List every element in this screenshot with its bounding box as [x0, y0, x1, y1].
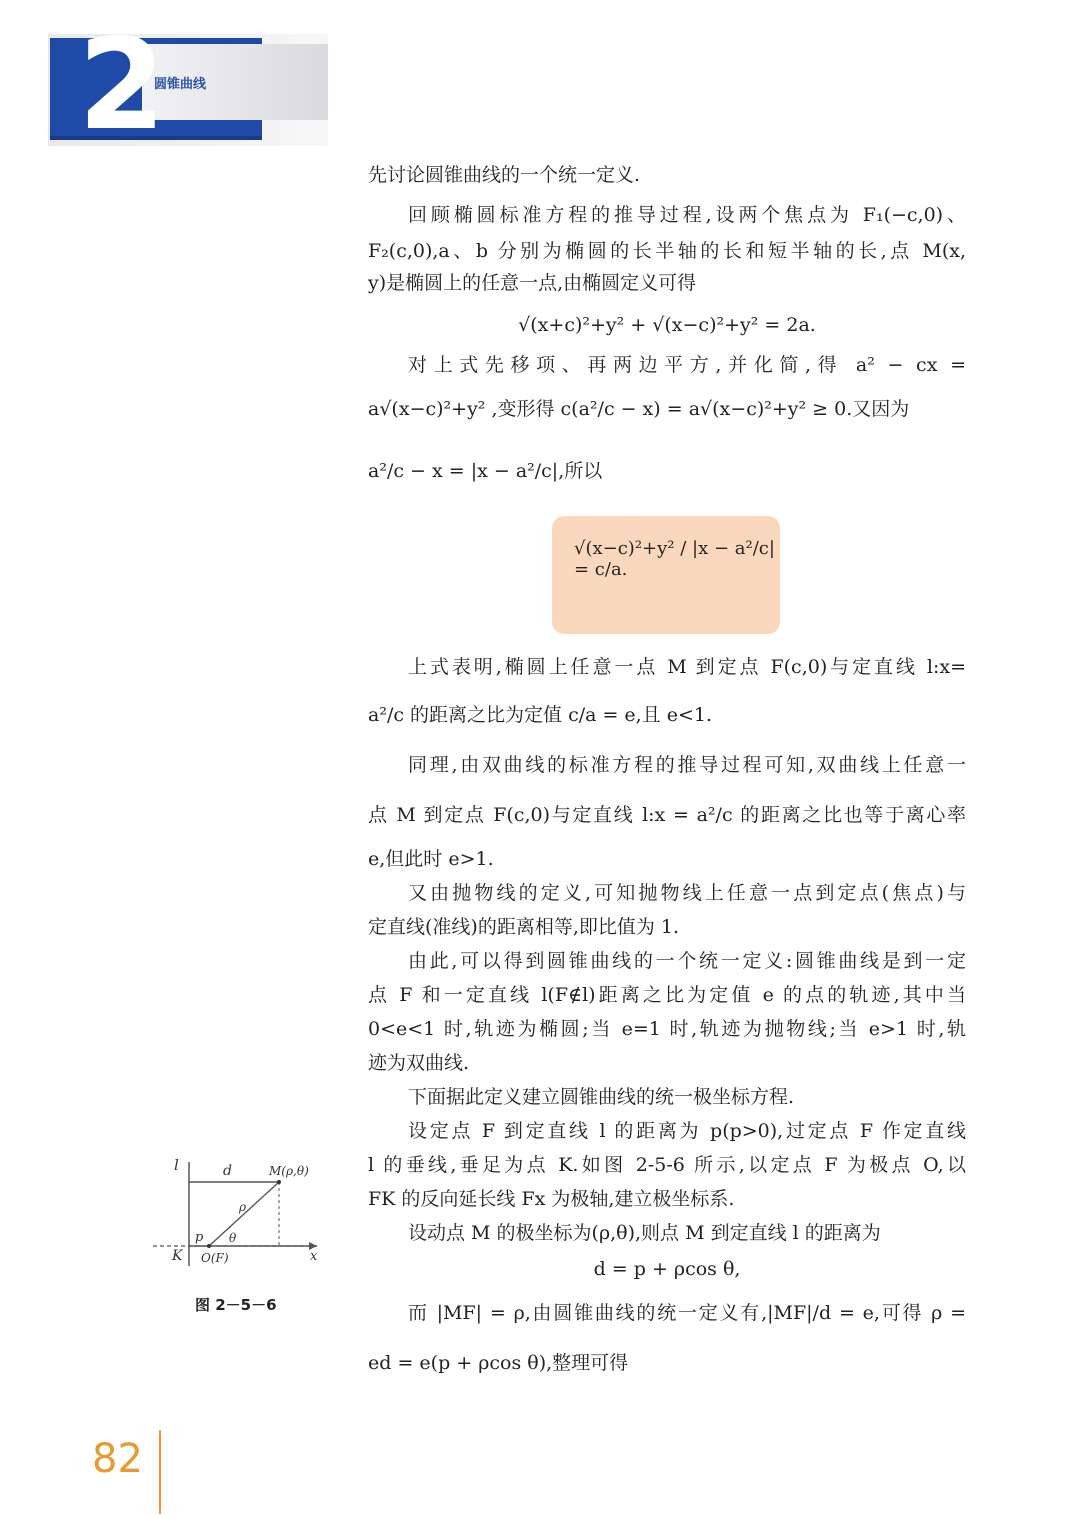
paragraph-line: 定直线(准线)的距离相等,即比值为 1.: [368, 916, 680, 938]
page-number: 82: [92, 1436, 143, 1482]
paragraph-line: 0<e<1 时,轨迹为椭圆;当 e=1 时,轨迹为抛物线;当 e>1 时,轨: [368, 1018, 966, 1040]
paragraph-line: 对上式先移项、再两边平方,并化简,得 a² − cx =: [408, 354, 966, 376]
paragraph-line: 回顾椭圆标准方程的推导过程,设两个焦点为 F₁(−c,0)、: [408, 204, 966, 226]
highlighted-formula-box: [552, 516, 780, 634]
paragraph-line: 先讨论圆锥曲线的一个统一定义.: [368, 164, 641, 186]
paragraph-line: l 的垂线,垂足为点 K.如图 2-5-6 所示,以定点 F 为极点 O,以: [368, 1154, 966, 1176]
paragraph-line: 点 M 到定点 F(c,0)与定直线 l:x = a²/c 的距离之比也等于离心率: [368, 804, 966, 826]
paragraph-line: 由此,可以得到圆锥曲线的一个统一定义:圆锥曲线是到一定: [408, 950, 966, 972]
equation-distance: d = p + ρcos θ,: [593, 1258, 741, 1280]
label-l: l: [174, 1156, 179, 1174]
polar-coordinate-figure: [145, 1150, 335, 1290]
paragraph-line: 设定点 F 到定直线 l 的距离为 p(p>0),过定点 F 作定直线: [408, 1120, 966, 1142]
equation-ellipse-definition: √(x+c)²+y² + √(x−c)²+y² = 2a.: [518, 314, 816, 336]
label-x: x: [310, 1249, 318, 1264]
paragraph-line: e,但此时 e>1.: [368, 848, 494, 870]
page-number-rule: [159, 1430, 161, 1514]
label-theta: θ: [229, 1231, 237, 1245]
figure-caption: 图 2－5－6: [195, 1296, 277, 1314]
label-origin: O(F): [201, 1251, 229, 1265]
paragraph-line: 点 F 和一定直线 l(F∉l)距离之比为定值 e 的点的轨迹,其中当: [368, 984, 966, 1006]
paragraph-line: 下面据此定义建立圆锥曲线的统一极坐标方程.: [408, 1086, 795, 1108]
paragraph-line: F₂(c,0),a、b 分别为椭圆的长半轴的长和短半轴的长,点 M(x,: [368, 240, 966, 262]
paragraph-line: 而 |MF| = ρ,由圆锥曲线的统一定义有,|MF|/d = e,可得 ρ =: [408, 1302, 966, 1324]
paragraph-line: 又由抛物线的定义,可知抛物线上任意一点到定点(焦点)与: [408, 882, 966, 904]
label-rho: ρ: [239, 1200, 247, 1214]
paragraph-line: 迹为双曲线.: [368, 1052, 470, 1074]
equation-transform: a√(x−c)²+y² ,变形得 c(a²/c − x) = a√(x−c)²+y² ≥ 0.又因为: [368, 398, 910, 420]
label-d: d: [223, 1163, 232, 1179]
paragraph-line: 设动点 M 的极坐标为(ρ,θ),则点 M 到定直线 l 的距离为: [408, 1222, 881, 1244]
chapter-number: 2: [78, 11, 166, 158]
chapter-title: 圆锥曲线: [154, 77, 207, 92]
paragraph-line: a²/c 的距离之比为定值 c/a = e,且 e<1.: [368, 704, 713, 726]
paragraph-line: 上式表明,椭圆上任意一点 M 到定点 F(c,0)与定直线 l:x=: [408, 656, 966, 678]
paragraph-line: FK 的反向延长线 Fx 为极轴,建立极坐标系.: [368, 1188, 735, 1210]
paragraph-line: 同理,由双曲线的标准方程的推导过程可知,双曲线上任意一: [408, 754, 966, 776]
label-p: p: [195, 1230, 204, 1245]
paragraph-line: ed = e(p + ρcos θ),整理可得: [368, 1352, 629, 1374]
paragraph-line: y)是椭圆上的任意一点,由椭圆定义可得: [368, 272, 697, 294]
equation-absolute: a²/c − x = |x − a²/c|,所以: [368, 460, 603, 482]
label-m: M(ρ,θ): [269, 1164, 309, 1178]
boxed-formula: √(x−c)²+y² / |x − a²/c| = c/a.: [574, 538, 775, 580]
label-k: K: [172, 1248, 183, 1264]
